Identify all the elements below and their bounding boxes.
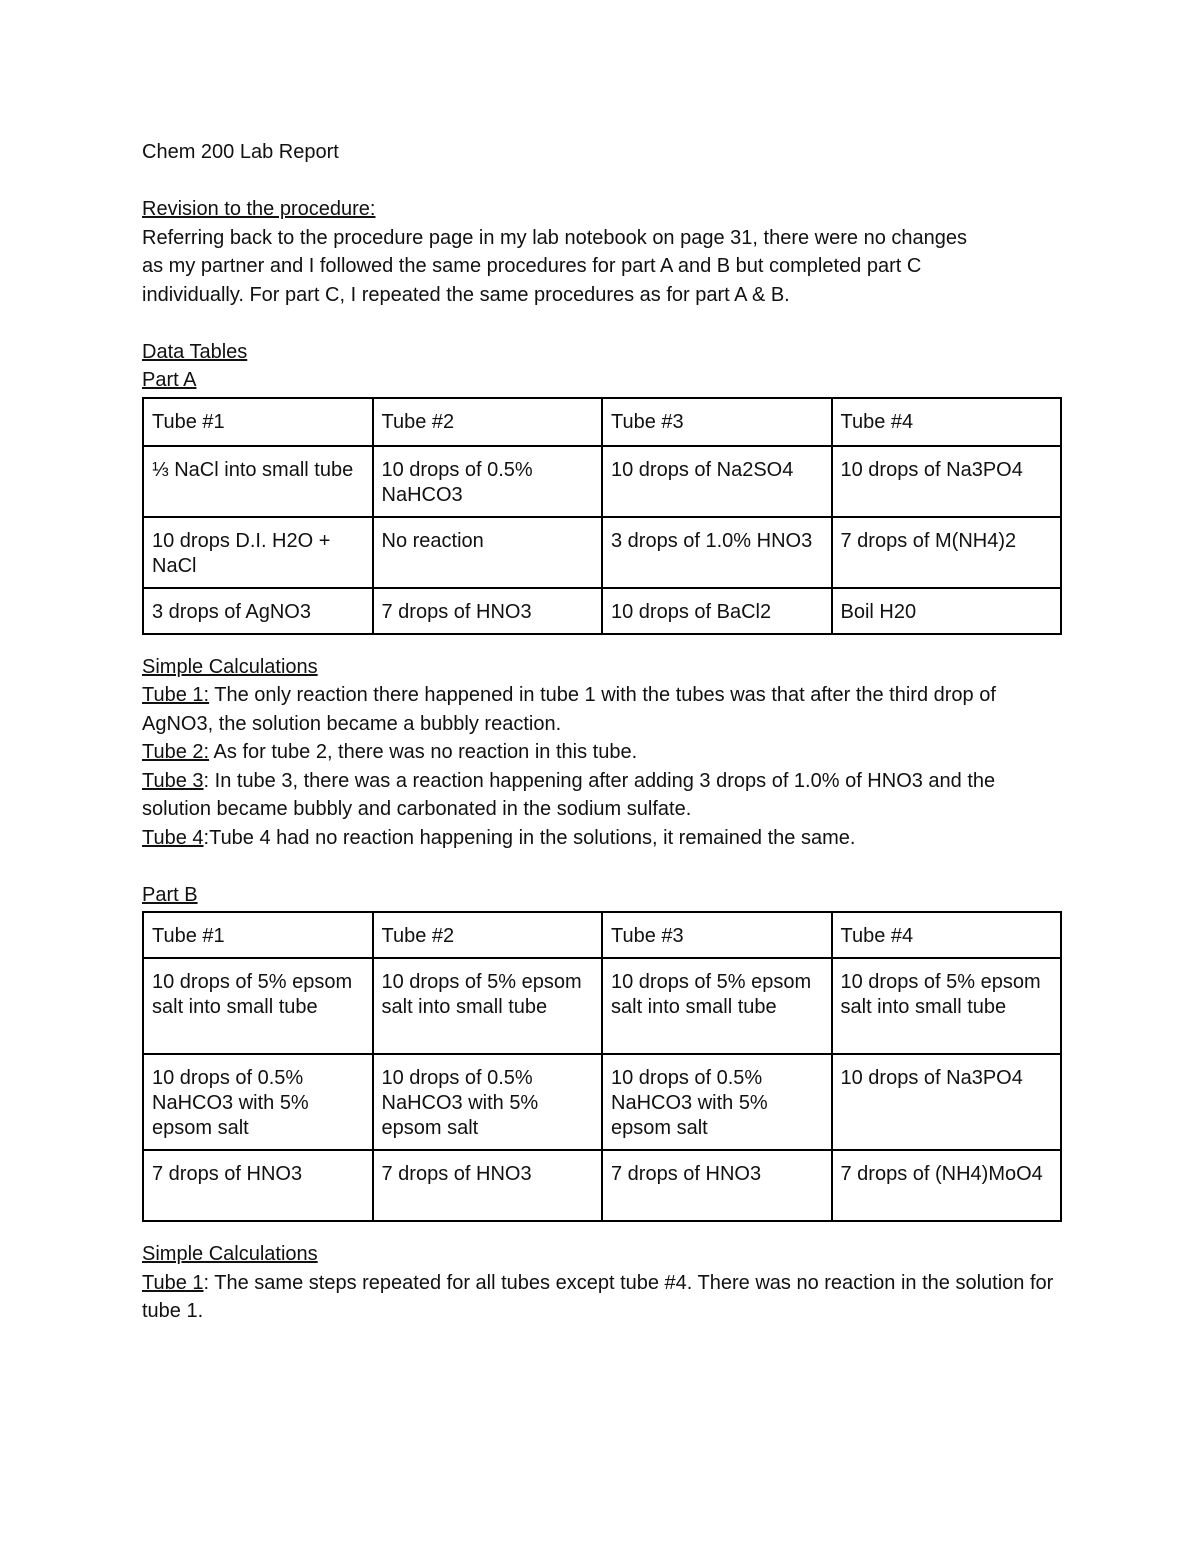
table-cell: 10 drops of Na3PO4 [832,1054,1062,1150]
note-text: : The same steps repeated for all tubes except tube #4. There was no reaction in the solution for tube 1. [142,1271,1054,1322]
table-cell: 10 drops of 5% epsom salt into small tube [832,958,1062,1054]
table-cell: 10 drops of 5% epsom salt into small tube [373,958,603,1054]
table-cell: 7 drops of HNO3 [373,588,603,634]
part-a-note [142,824,1062,853]
table-cell: ⅓ NaCl into small tube [143,446,373,517]
note-label: Tube 1: [142,684,210,706]
document-title: Chem 200 Lab Report [142,141,339,163]
table-cell: 10 drops of BaCl2 [602,588,832,634]
table-row [143,588,1061,634]
table-row [143,446,1061,517]
table-cell: Tube #4 [832,398,1062,446]
part-a-table [142,397,1062,635]
part-a-note [142,738,1062,767]
table-cell: 7 drops of HNO3 [602,1150,832,1221]
table-cell: 10 drops of Na3PO4 [832,446,1062,517]
revision-line: as my partner and I followed the same procedures for part A and B but completed part C [142,255,922,277]
note-text: The only reaction there happened in tube 1 with the tubes was that after the third drop of AgNO3, the solution became a bubbly reaction. [142,684,996,735]
table-cell: 7 drops of HNO3 [143,1150,373,1221]
part-a-heading: Part A [142,369,197,391]
table-cell: 10 drops of 0.5% NaHCO3 with 5% epsom salt [602,1054,832,1150]
table-cell: No reaction [373,517,603,588]
document-page [142,138,1062,1326]
note-label: Tube 2: [142,741,210,763]
table-cell: 7 drops of M(NH4)2 [832,517,1062,588]
table-cell: Tube #1 [143,912,373,958]
table-row [143,912,1061,958]
table-cell: Tube #3 [602,398,832,446]
part-a-calc-heading: Simple Calculations [142,655,318,678]
table-cell: 10 drops of Na2SO4 [602,446,832,517]
table-cell: 10 drops of 0.5% NaHCO3 [373,446,603,517]
part-b-table [142,911,1062,1222]
table-cell: 10 drops D.I. H2O + NaCl [143,517,373,588]
part-b-calc-heading: Simple Calculations [142,1243,318,1265]
revision-line: individually. For part C, I repeated the same procedures as for part A & B. [142,283,790,306]
note-text: As for tube 2, there was no reaction in this tube. [209,741,638,763]
revision-heading: Revision to the procedure: [142,198,376,220]
table-cell: 7 drops of HNO3 [373,1150,603,1221]
table-cell: 3 drops of AgNO3 [143,588,373,634]
table-row [143,517,1061,588]
part-a-note [142,767,1062,824]
table-row [143,398,1061,446]
part-a-note [142,681,1062,738]
part-b-note [142,1269,1062,1326]
note-text: : In tube 3, there was a reaction happening after adding 3 drops of 1.0% of HNO3 and the solution became bubbly and carbonated in the sodium sulfate. [142,769,996,820]
revision-line: Referring back to the procedure page in my lab notebook on page 31, there were no changes [142,226,967,249]
table-cell: 3 drops of 1.0% HNO3 [602,517,832,588]
part-b-heading: Part B [142,883,198,906]
table-row [143,1150,1061,1221]
table-cell: 10 drops of 0.5% NaHCO3 with 5% epsom salt [373,1054,603,1150]
note-text: :Tube 4 had no reaction happening in the solutions, it remained the same. [203,826,856,849]
table-row [143,958,1061,1054]
note-label: Tube 1 [142,1271,204,1294]
table-cell: Boil H20 [832,588,1062,634]
table-cell: Tube #3 [602,912,832,958]
table-cell: Tube #2 [373,912,603,958]
table-cell: 10 drops of 5% epsom salt into small tube [602,958,832,1054]
table-cell: Tube #4 [832,912,1062,958]
table-row [143,1054,1061,1150]
data-tables-heading: Data Tables [142,340,248,363]
note-label: Tube 3 [142,769,204,792]
table-cell: Tube #1 [143,398,373,446]
table-cell: 10 drops of 0.5% NaHCO3 with 5% epsom salt [143,1054,373,1150]
table-cell: 10 drops of 5% epsom salt into small tube [143,958,373,1054]
table-cell: 7 drops of (NH4)MoO4 [832,1150,1062,1221]
table-cell: Tube #2 [373,398,603,446]
note-label: Tube 4 [142,826,204,849]
